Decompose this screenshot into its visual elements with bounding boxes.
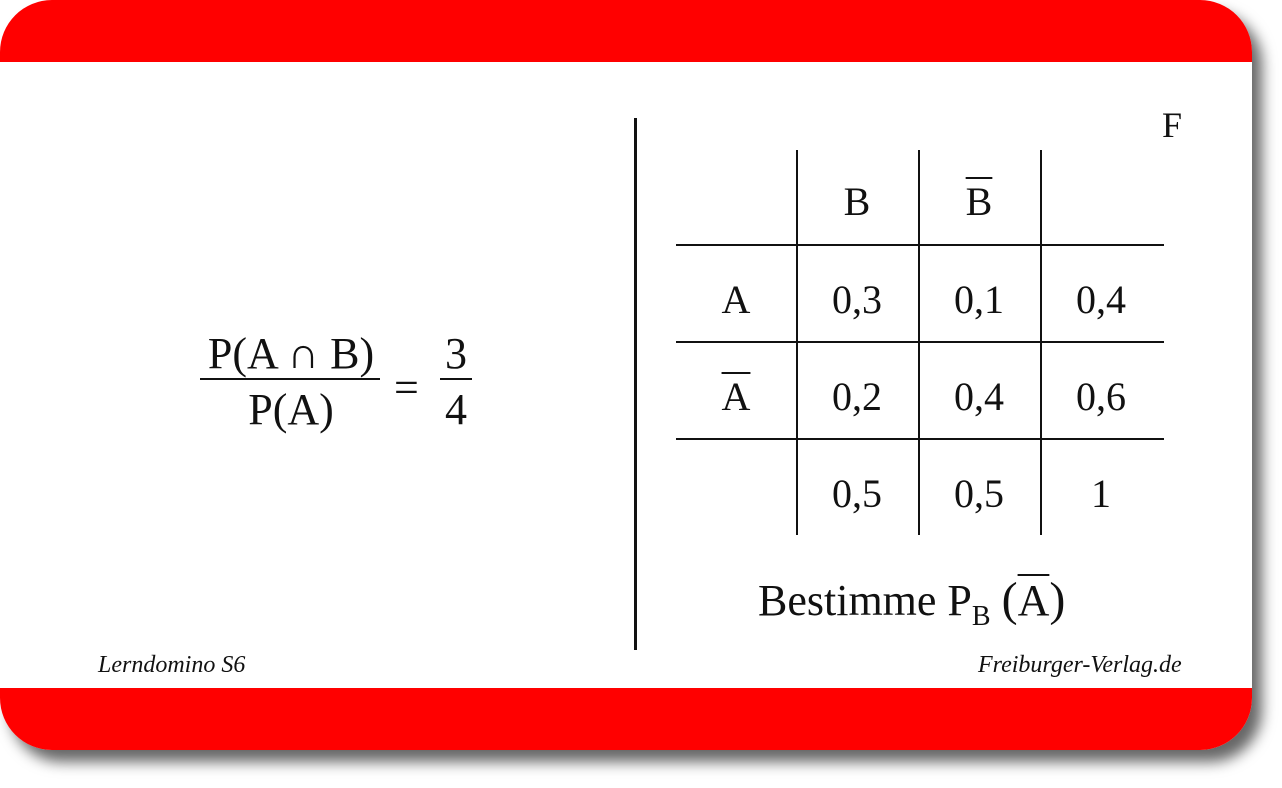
fraction-bar [200,378,380,380]
col-header-b: B [843,179,871,224]
formula-denominator: P(A) [248,385,334,434]
table-hline [676,244,1164,246]
rhs-numerator: 3 [445,329,467,378]
table-cell: 0,2 [832,374,882,419]
table-cell: 0,5 [832,471,882,516]
footer-left: Lerndomino S6 [98,652,246,678]
close-paren: ) [1049,573,1066,626]
table-cell: 1 [1091,471,1111,516]
table-hline [676,341,1164,343]
footer-right: Freiburger-Verlag.de [978,652,1182,678]
table-cell: 0,6 [1076,374,1126,419]
open-paren: ( [1001,573,1018,626]
table-cell: 0,4 [954,374,1004,419]
equals-sign: = [394,363,419,412]
table-hline [676,438,1164,440]
table-cell: 0,1 [954,277,1004,322]
task-subscript: B [971,600,991,632]
formula-numerator: P(A ∩ B) [207,329,375,378]
top-red-band [0,0,1252,62]
rhs-fraction-bar [440,378,472,380]
bottom-red-band [0,688,1252,750]
table-cell: 0,5 [954,471,1004,516]
row-header-a-complement [676,373,796,420]
col-header-b-complement [919,178,1039,225]
card-label: F [1162,105,1183,145]
table-cell: 0,4 [1076,277,1126,322]
rhs-denominator: 4 [445,385,467,434]
row-header-a-complement-label: $\overline{A}$ [721,374,751,419]
task-label: Bestimme P [758,576,972,625]
row-header-a: A [721,277,751,322]
table-cell: 0,3 [832,277,882,322]
col-header-b-complement-label: $\overline{B}$ [965,179,993,224]
task-argument: $\overline{A}$ [1017,576,1050,625]
card-divider [634,118,637,650]
task-text [758,572,1065,633]
